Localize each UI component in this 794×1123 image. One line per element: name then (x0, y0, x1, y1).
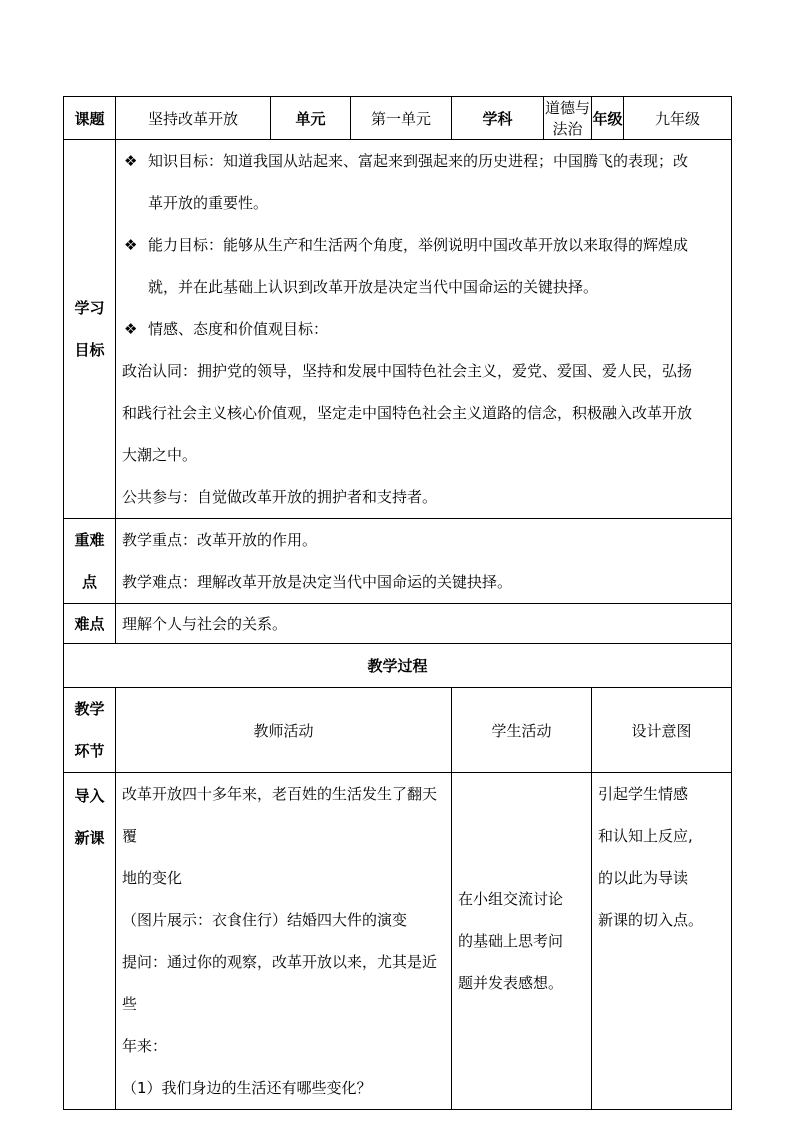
difficulty-text: 理解个人与社会的关系。 (116, 604, 732, 644)
lesson-plan-table (63, 96, 732, 1110)
student-line-3: 题并发表感想。 (458, 974, 564, 992)
key-label-line-2: 点 (81, 573, 97, 591)
teacher-line-3: （图片展示：衣食住行）结婚四大件的演变 (122, 911, 408, 929)
ability-goal (122, 224, 725, 266)
intro-student-activity (452, 773, 592, 1110)
goals-label (64, 140, 116, 519)
intro-stage-label (64, 773, 116, 1110)
difficulty-label: 难点 (64, 604, 116, 644)
process-header-row (64, 688, 732, 773)
process-title-row (64, 644, 732, 688)
key-points-content (116, 519, 732, 604)
unit-label: 单元 (271, 97, 351, 140)
header-row (64, 97, 732, 140)
teaching-focus: 教学重点：改革开放的作用。 (122, 531, 318, 549)
design-line-1: 引起学生情感 (598, 785, 689, 803)
design-line-2: 和认知上反应, (598, 827, 693, 845)
topic-label: 课题 (64, 97, 116, 140)
public-participation: 公共参与：自觉做改革开放的拥护者和支持者。 (122, 488, 438, 506)
subject-value-text: 道德与法治 (545, 99, 591, 138)
key-points-row (64, 519, 732, 604)
intro-label-line-1: 导入 (74, 787, 105, 805)
teacher-line-6: （1）我们身边的生活还有哪些变化？ (122, 1079, 372, 1097)
teacher-line-1: 改革开放四十多年来，老百姓的生活发生了翻天覆 (122, 785, 438, 845)
stage-header-line-2: 环节 (74, 742, 105, 760)
key-points-label (64, 519, 116, 604)
design-line-3: 的以此为导读 (598, 869, 689, 887)
bullet-diamond-icon: ❖ (124, 152, 138, 170)
intro-label-line-2: 新课 (74, 829, 105, 847)
goals-label-line-2: 目标 (74, 341, 105, 359)
goals-row (64, 140, 732, 519)
topic-value: 坚持改革开放 (116, 97, 271, 140)
unit-value: 第一单元 (351, 97, 452, 140)
subject-label: 学科 (452, 97, 544, 140)
knowledge-goal (122, 140, 725, 182)
grade-value: 九年级 (624, 97, 732, 140)
key-label-line-1: 重难 (74, 531, 105, 549)
student-line-1: 在小组交流讨论 (458, 890, 564, 908)
ability-goal-line-2: 就，并在此基础上认识到改革开放是决定当代中国命运的关键抉择。 (148, 278, 599, 296)
teacher-line-2: 地的变化 (122, 869, 183, 887)
teacher-column-header: 教师活动 (116, 688, 452, 773)
intro-design-intent (592, 773, 732, 1110)
teacher-line-4: 提问：通过你的观察，改革开放以来，尤其是近些 (122, 953, 438, 1013)
political-line-2: 和践行社会主义核心价值观，坚定走中国特色社会主义道路的信念，积极融入改革开放 (122, 404, 693, 422)
goals-content (116, 140, 732, 519)
goals-label-line-1: 学习 (74, 299, 105, 317)
difficulty-row (64, 604, 732, 644)
teacher-line-5: 年来： (122, 1037, 168, 1055)
intro-teacher-activity (116, 773, 452, 1110)
knowledge-goal-line-1: 知识目标：知道我国从站起来、富起来到强起来的历史进程；中国腾飞的表现；改 (148, 152, 689, 170)
stage-header-line-1: 教学 (74, 700, 105, 718)
subject-value (544, 97, 592, 140)
emotion-goal-text: 情感、态度和价值观目标： (148, 320, 329, 338)
student-line-2: 的基础上思考问 (458, 932, 564, 950)
bullet-diamond-icon: ❖ (124, 236, 138, 254)
intro-row (64, 773, 732, 1110)
design-column-header: 设计意图 (592, 688, 732, 773)
ability-goal-line-1: 能力目标：能够从生产和生活两个角度，举例说明中国改革开放以来取得的辉煌成 (148, 236, 689, 254)
political-line-1: 政治认同：拥护党的领导，坚持和发展中国特色社会主义，爱党、爱国、爱人民，弘扬 (122, 362, 693, 380)
student-column-header: 学生活动 (452, 688, 592, 773)
bullet-diamond-icon: ❖ (124, 320, 138, 338)
process-title: 教学过程 (64, 644, 732, 688)
political-line-3: 大潮之中。 (122, 446, 198, 464)
stage-column-header (64, 688, 116, 773)
grade-label: 年级 (592, 97, 624, 140)
emotion-goal (122, 308, 725, 350)
design-line-4: 新课的切入点。 (598, 911, 704, 929)
knowledge-goal-line-2: 革开放的重要性。 (148, 194, 269, 212)
teaching-difficulty: 教学难点：理解改革开放是决定当代中国命运的关键抉择。 (122, 573, 513, 591)
